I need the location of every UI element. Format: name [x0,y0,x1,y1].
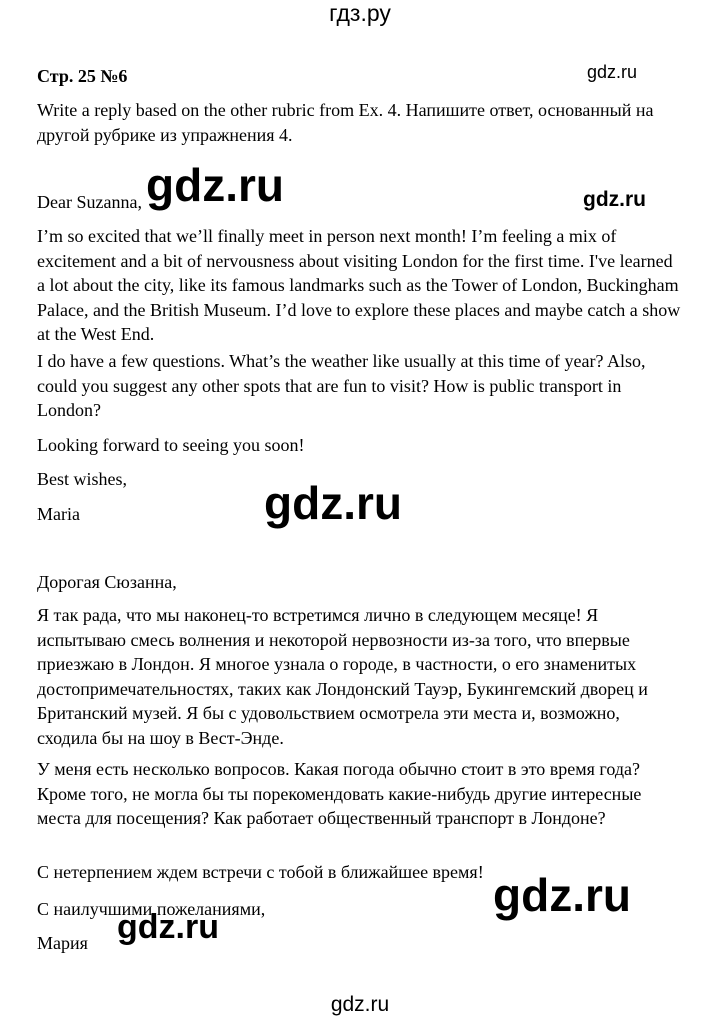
watermark-medium: gdz.ru [583,188,646,211]
letter-ru-greeting: Дорогая Сюзанна, [37,572,177,592]
letter-en-signature: Maria [37,504,80,524]
watermark-large: gdz.ru [493,869,631,921]
watermark-medium: gdz.ru [117,908,219,946]
watermark-large: gdz.ru [146,159,284,211]
letter-en-greeting: Dear Suzanna, [37,192,142,212]
letter-en-closing: Best wishes, [37,469,127,489]
letter-ru-paragraph-1: Я так рада, что мы наконец-то встретимся лично в следующем месяце! Я испытываю смесь волнения и некоторой нервозности из-за того, что впервые приезжаю в Лондон. Я многое узнала о городе, в частности, о его знаменитых достопримечательностях, таких как Лондонский Тауэр, Букингемский дворец и Британский музей. Я бы с удовольствием осмотрела эти места и, возможно, сходила бы на шоу в Вест-Энде. [37,605,648,748]
letter-ru-paragraph-3: С нетерпением ждем встречи с тобой в ближайшее время! [37,862,484,882]
page-heading: Стр. 25 №6 [37,66,128,86]
watermark-bottom: gdz.ru [330,993,390,1016]
letter-en-paragraph-3: Looking forward to seeing you soon! [37,435,305,455]
watermark-large: gdz.ru [264,477,402,529]
watermark-top: гдз.ру [329,0,391,26]
watermark-small: gdz.ru [587,62,638,82]
letter-en-paragraph-1: I’m so excited that we’ll finally meet in person next month! I’m feeling a mix of excitement and a bit of nervousness about visiting London for the first time. I've learned a lot about the city, like its famous landmarks such as the Tower of London, Buckingham Palace, and the British Museum. I’d love to explore these places and maybe catch a show at the West End. [37,226,681,344]
letter-ru-signature: Мария [37,933,88,953]
task-text: Write a reply based on the other rubric from Ex. 4. Напишите ответ, основанный на другой рубрике из упражнения 4. [37,100,654,145]
letter-ru-closing: С наилучшими пожеланиями, [37,899,266,919]
letter-ru-paragraph-2: У меня есть несколько вопросов. Какая погода обычно стоит в это время года? Кроме того, не могла бы ты порекомендовать какие-нибудь другие интересные места для посещения? Как работает общественный транспорт в Лондоне? [37,759,642,828]
letter-en-paragraph-2: I do have a few questions. What’s the weather like usually at this time of year? Also, could you suggest any other spots that are fun to visit? How is public transport in London? [37,351,646,420]
